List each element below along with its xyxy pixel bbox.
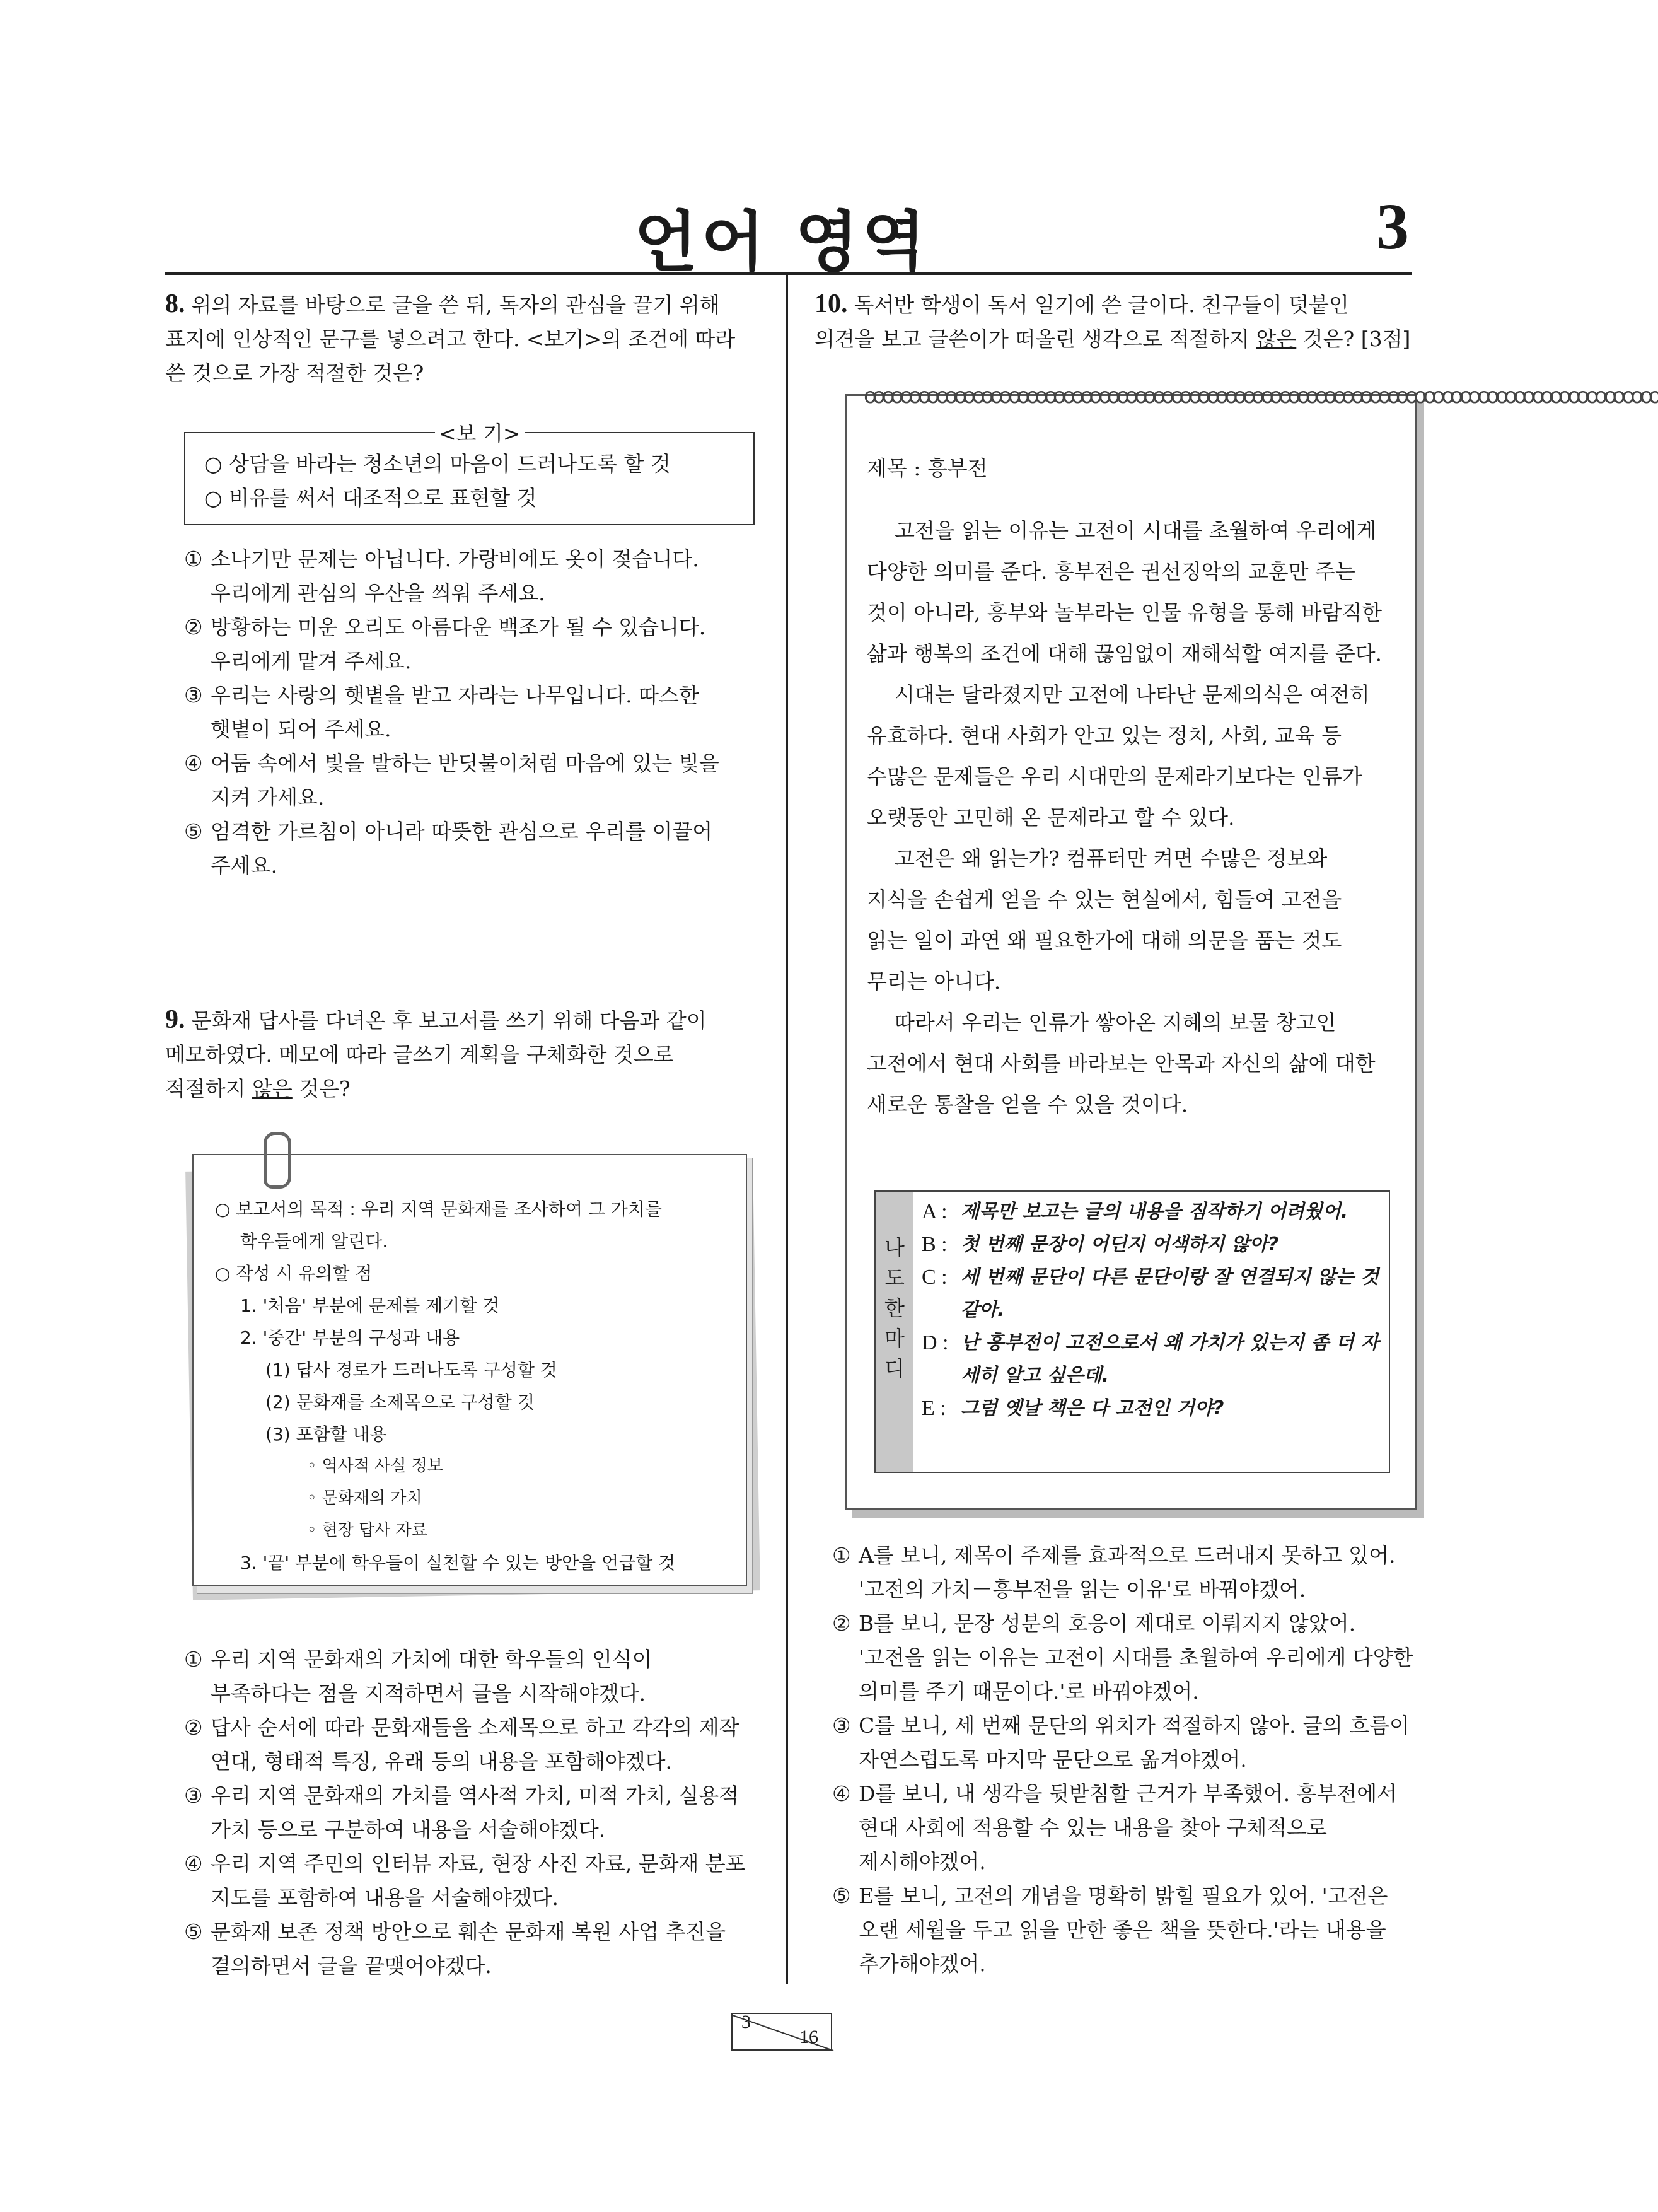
diary-paragraph: 따라서 우리는 인류가 쌓아온 지혜의 보물 창고인 고전에서 현대 사회를 바라보는 안목과 자신의 삶에 대한 새로운 통찰을 얻을 수 있을 것이다. bbox=[867, 1010, 1376, 1117]
memo-line: 1. '처음' 부분에 문제를 제기할 것 bbox=[240, 1295, 500, 1316]
memo-line: ◦ 문화재의 가치 bbox=[307, 1489, 422, 1508]
comments-list bbox=[922, 1196, 1382, 1425]
memo-line: ◦ 역사적 사실 정보 bbox=[307, 1457, 443, 1476]
answer-option[interactable]: ① 소나기만 문제는 아닙니다. 가랑비에도 옷이 젖습니다. 우리에게 관심의 우산을 씌워 주세요. bbox=[184, 547, 699, 605]
diary-text bbox=[867, 448, 1384, 1125]
question-9-options bbox=[184, 1643, 755, 1983]
memo-line: (2) 문화재를 소제목으로 구성할 것 bbox=[265, 1392, 535, 1412]
question-10-number: 10. bbox=[815, 289, 848, 318]
answer-option[interactable]: ② 답사 순서에 따라 문화재들을 소제목으로 하고 각각의 제작 연대, 형태적 특징, 유래 등의 내용을 포함해야겠다. bbox=[184, 1715, 739, 1774]
question-8-stem bbox=[165, 287, 755, 390]
answer-option[interactable]: ④ 우리 지역 주민의 인터뷰 자료, 현장 사진 자료, 문화재 분포 지도를 포함하여 내용을 서술해야겠다. bbox=[184, 1851, 746, 1910]
answer-option[interactable]: ③ 우리는 사랑의 햇볕을 받고 자라는 나무입니다. 따스한 햇볕이 되어 주세요. bbox=[184, 683, 699, 742]
bogi-title: <보 기> bbox=[435, 417, 525, 447]
answer-option[interactable]: ④ 어둠 속에서 빛을 발하는 반딧불이처럼 마음에 있는 빛을 지켜 가세요. bbox=[184, 751, 719, 810]
question-10-options bbox=[832, 1539, 1415, 1981]
comments-label: 나 도 한 마 디 bbox=[884, 1235, 905, 1381]
question-8-text: 위의 자료를 바탕으로 글을 쓴 뒤, 독자의 관심을 끌기 위해 표지에 인상적인 문구를 넣으려고 한다. <보기>의 조건에 따라 쓴 것으로 가장 적절한 것은? bbox=[165, 293, 736, 385]
current-page: 3 bbox=[741, 2011, 751, 2032]
diary-paragraph: 고전은 왜 읽는가? 컴퓨터만 켜면 수많은 정보와 지식을 손쉽게 얻을 수 있는 현실에서, 힘들여 고전을 읽는 일이 과연 왜 필요한가에 대해 의문을 품는 것도 무리는 아니다. bbox=[867, 846, 1342, 994]
comment-item: B : 첫 번째 문장이 어딘지 어색하지 않아? bbox=[922, 1233, 1279, 1256]
comment-item: C : 세 번째 문단이 다른 문단이랑 잘 연결되지 않는 것 같아. bbox=[922, 1266, 1379, 1321]
comment-item: E : 그럼 옛날 책은 다 고전인 거야? bbox=[922, 1397, 1224, 1420]
diary-title: 제목 : 흥부전 bbox=[867, 456, 988, 480]
diary-paragraph: 고전을 읽는 이유는 고전이 시대를 초월하여 우리에게 다양한 의미를 준다. 흥부전은 권선징악의 교훈만 주는 것이 아니라, 흥부와 놀부라는 인물 유형을 통해 바람직한 삶과 행복의 조건에 대해 끊임없이 재해석할 여지를 준다. bbox=[867, 518, 1383, 666]
answer-option[interactable]: ① A를 보니, 제목이 주제를 효과적으로 드러내지 못하고 있어. '고전의 가치－흥부전을 읽는 이유'로 바꿔야겠어. bbox=[832, 1543, 1396, 1602]
answer-option[interactable]: ② 방황하는 미운 오리도 아름다운 백조가 될 수 있습니다. 우리에게 맡겨 주세요. bbox=[184, 615, 706, 673]
memo-line: (1) 답사 경로가 드러나도록 구성할 것 bbox=[265, 1359, 557, 1380]
answer-option[interactable]: ② B를 보니, 문장 성분의 호응이 제대로 이뤄지지 않았어. '고전을 읽는 이유는 고전이 시대를 초월하여 우리에게 다양한 의미를 주기 때문이다.'로 바꿔야겠어. bbox=[832, 1611, 1413, 1704]
comment-item: A : 제목만 보고는 글의 내용을 짐작하기 어려웠어. bbox=[922, 1200, 1348, 1223]
memo-line: ○ 보고서의 목적 : 우리 지역 문화재를 조사하여 그 가치를 bbox=[215, 1199, 663, 1220]
column-divider bbox=[786, 272, 788, 1984]
paperclip-icon bbox=[264, 1132, 291, 1189]
page-number: 3 bbox=[1376, 190, 1409, 263]
memo-line: 학우들에게 알린다. bbox=[240, 1231, 388, 1252]
memo-line: ◦ 현장 답사 자료 bbox=[307, 1521, 427, 1540]
question-9-stem: 9. 문화재 답사를 다녀온 후 보고서를 쓰기 위해 다음과 같이 메모하였다. 메모에 따라 글쓰기 계획을 구체화한 것으로 적절하지 않은 것은? bbox=[165, 1005, 707, 1101]
memo-line: ○ 작성 시 유의할 점 bbox=[215, 1263, 373, 1284]
memo-line: 3. '끝' 부분에 학우들이 실천할 수 있는 방안을 언급할 것 bbox=[240, 1552, 676, 1573]
answer-option[interactable]: ④ D를 보니, 내 생각을 뒷받침할 근거가 부족했어. 흥부전에서 현대 사회에 적용할 수 있는 내용을 찾아 구체적으로 제시해야겠어. bbox=[832, 1781, 1398, 1874]
memo-note bbox=[192, 1154, 747, 1586]
comment-item: D : 난 흥부전이 고전으로서 왜 가치가 있는지 좀 더 자세히 알고 싶은데. bbox=[922, 1331, 1379, 1387]
answer-option[interactable]: ③ 우리 지역 문화재의 가치를 역사적 가치, 미적 가치, 실용적 가치 등으로 구분하여 내용을 서술해야겠다. bbox=[184, 1783, 739, 1842]
bogi-condition: ○ 상담을 바라는 청소년의 마음이 드러나도록 할 것 bbox=[204, 451, 671, 476]
header-rule bbox=[165, 272, 1412, 275]
total-pages: 16 bbox=[799, 2027, 818, 2047]
question-10-stem: 10. 독서반 학생이 독서 일기에 쓴 글이다. 친구들이 덧붙인 의견을 보고 글쓴이가 떠올린 생각으로 적절하지 않은 것은? [3점] bbox=[815, 289, 1411, 351]
page-title: 언어 영역 bbox=[634, 204, 930, 281]
question-9-number: 9. bbox=[165, 1005, 185, 1034]
answer-option[interactable]: ① 우리 지역 문화재의 가치에 대한 학우들의 인식이 부족하다는 점을 지적하면서 글을 시작해야겠다. bbox=[184, 1647, 652, 1706]
answer-option[interactable]: ⑤ 엄격한 가르침이 아니라 따뜻한 관심으로 우리를 이끌어 주세요. bbox=[184, 819, 713, 878]
answer-option[interactable]: ⑤ 문화재 보존 정책 방안으로 훼손 문화재 복원 사업 추진을 결의하면서 글을 끝맺어야겠다. bbox=[184, 1919, 726, 1978]
answer-option[interactable]: ⑤ E를 보니, 고전의 개념을 명확히 밝힐 필요가 있어. '고전은 오랜 세월을 두고 읽을 만한 좋은 책을 뜻한다.'라는 내용을 추가해야겠어. bbox=[832, 1883, 1388, 1976]
memo-line: 2. '중간' 부분의 구성과 내용 bbox=[240, 1327, 460, 1348]
answer-option[interactable]: ③ C를 보니, 세 번째 문단의 위치가 적절하지 않아. 글의 흐름이 자연스럽도록 마지막 문단으로 옮겨야겠어. bbox=[832, 1713, 1410, 1772]
question-8-number: 8. bbox=[165, 289, 185, 318]
question-8-options bbox=[184, 542, 755, 883]
diary-paragraph: 시대는 달라졌지만 고전에 나타난 문제의식은 여전히 유효하다. 현대 사회가 안고 있는 정치, 사회, 교육 등 수많은 문제들은 우리 시대만의 문제라기보다는 인류가 오랫동안 고민해 온 문제라고 할 수 있다. bbox=[867, 682, 1370, 830]
memo-line: (3) 포함할 내용 bbox=[265, 1424, 387, 1445]
bogi-condition: ○ 비유를 써서 대조적으로 표현할 것 bbox=[204, 486, 537, 510]
spiral-binding-icon: ꝏꝏꝏꝏꝏꝏꝏꝏꝏꝏꝏꝏꝏꝏꝏꝏꝏꝏꝏꝏꝏꝏꝏꝏꝏꝏꝏꝏꝏꝏꝏꝏꝏꝏꝏꝏꝏꝏꝏꝏꝏꝏꝏꝏ bbox=[864, 383, 1658, 409]
